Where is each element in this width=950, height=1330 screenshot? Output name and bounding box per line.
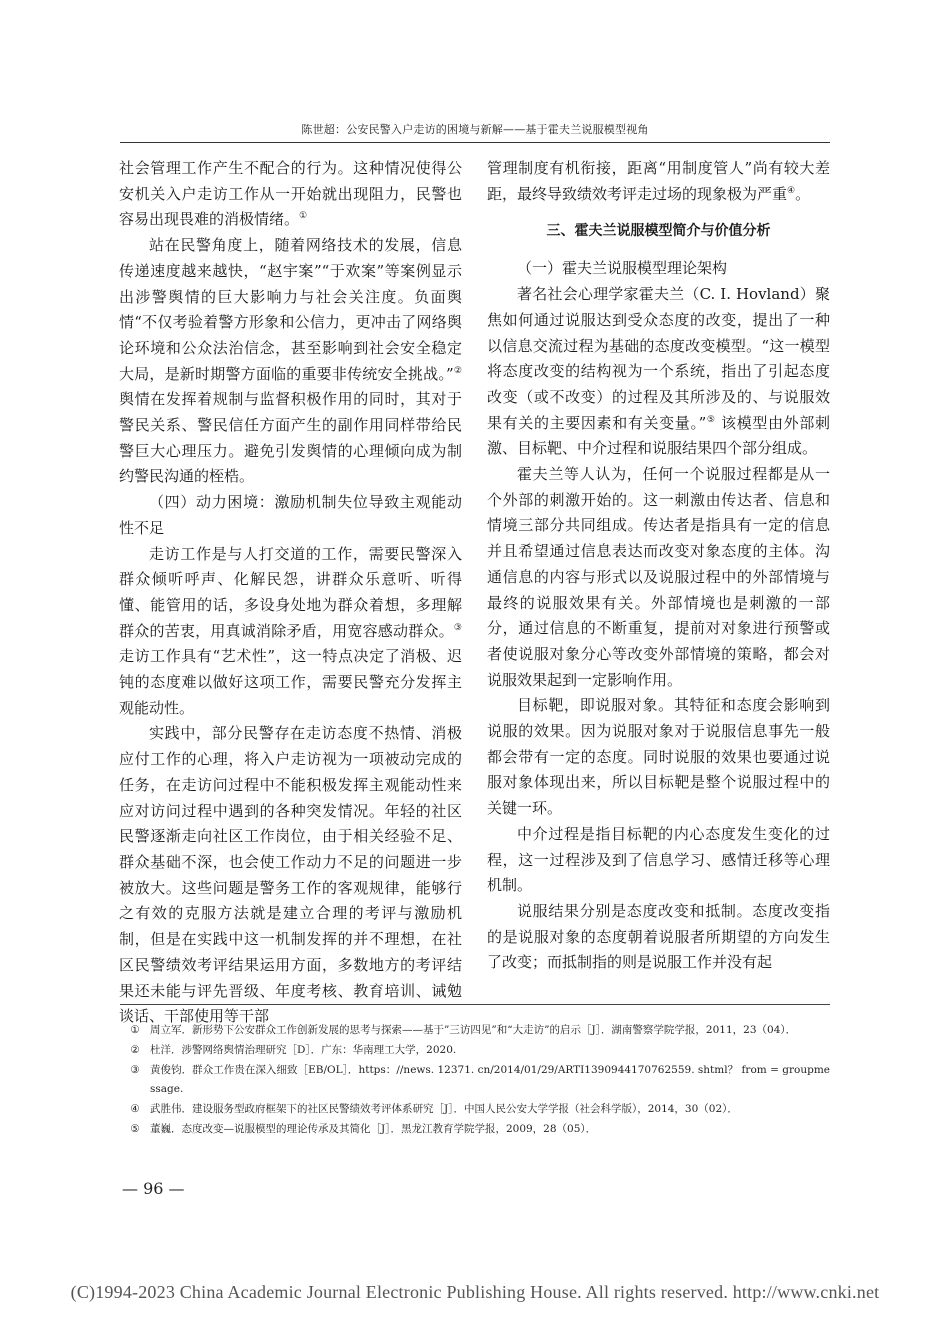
subsection-heading: （四）动力困境：激励机制失位导致主观能动性不足 — [119, 493, 462, 537]
footnote — [120, 1021, 830, 1040]
footnote — [120, 1041, 830, 1060]
footnote-text: 武胜伟．建设服务型政府框架下的社区民警绩效考评体系研究［J］．中国人民公安大学学报（社会科学版），2014，30（02）． — [150, 1103, 738, 1115]
footnote-mark: ④ — [130, 1103, 140, 1115]
footnote-ref[interactable]: ② — [453, 365, 462, 376]
footnote-mark: ③ — [130, 1064, 140, 1076]
paragraph: 实践中，部分民警存在走访态度不热情、消极应付工作的心理，将入户走访视为一项被动完成的任务，在走访问过程中不能积极发挥主观能动性来应对访问过程中遇到的各种突发情况。年轻的社区民警逐渐走向社区工作岗位，由于相关经验不足、群众基础不深，也会使工作动力不足的问题进一步被放大。这些问题是警务工作的客观规律，能够行之有效的克服方法就是建立合理的考评与激励机制，但是在实践中这一机制发挥的并不理想，在社区民警绩效考评结果运用方面，多数地方的考评结果还未能与评先晋级、年度考核、教育培训、诫勉谈话、干部使用等干部 — [119, 724, 462, 1026]
copyright-watermark: (C)1994-2023 China Academic Journal Electronic Publishing House. All rights reserved. http://www.cnki.net — [70, 1282, 880, 1302]
footnote-mark: ② — [130, 1044, 140, 1056]
right-column — [487, 156, 830, 976]
footnote-mark: ① — [130, 1024, 140, 1036]
paragraph: 走访工作是与人打交道的工作，需要民警深入群众倾听呼声、化解民怨，讲群众乐意听、听得懂、能管用的话，多设身处地为群众着想，多理解群众的苦衷，用真诚消除矛盾，用宽容感动群众。③ 走访工作具有“艺术性”，这一特点决定了消极、迟钝的态度难以做好这项工作，需要民警充分发挥主观能动性。 — [119, 544, 462, 717]
left-column — [119, 156, 462, 1030]
paragraph: 中介过程是指目标靶的内心态度发生变化的过程，这一过程涉及到了信息学习、感情迁移等心理机制。 — [487, 824, 830, 895]
paragraph: 著名社会心理学家霍夫兰（C. I. Hovland）聚焦如何通过说服达到受众态度的改变，提出了一种以信息交流过程为基础的态度改变模型。“这一模型将态度改变的结构视为一个系统，指出了引起态度改变（或不改变）的过程及其所涉及的、与说服效果有关的主要因素和有关变量。”⑤ 该模型由外部刺激、目标靶、中介过程和说服结果四个部分组成。 — [487, 285, 830, 458]
footnote — [120, 1061, 830, 1099]
paragraph: 管理制度有机衔接，距离“用制度管人”尚有较大差距，最终导致绩效考评走过场的现象极为严重④。 — [487, 159, 830, 203]
footnote — [120, 1100, 830, 1119]
running-head: 陈世超：公安民警入户走访的困境与新解——基于霍夫兰说服模型视角 — [301, 123, 649, 136]
paragraph: 社会管理工作产生不配合的行为。这种情况使得公安机关入户走访工作从一开始就出现阻力，民警也容易出现畏难的消极情绪。① — [119, 159, 462, 229]
footnote-ref[interactable]: ③ — [453, 622, 462, 633]
footnote-ref[interactable]: ④ — [787, 185, 796, 196]
subsection-heading: （一）霍夫兰说服模型理论架构 — [517, 259, 728, 278]
footnote-text: 黄俊钧．群众工作贵在深入细致［EB/OL］．https：//news. 12371. cn/2014/01/29/ARTI1390944170762559. shtml？ from = groupmessage. — [150, 1064, 830, 1095]
section-title: 三、霍夫兰说服模型简介与价值分析 — [546, 223, 771, 240]
page-number: — 96 — — [122, 1179, 185, 1198]
footnote-rule — [120, 1004, 830, 1005]
paragraph: 站在民警角度上，随着网络技术的发展，信息传递速度越来越快，“赵宇案”“于欢案”等案例显示出涉警舆情的巨大影响力与社会关注度。负面舆情“不仅考验着警方形象和公信力，更冲击了网络舆论环境和公众法治信念，甚至影响到社会安全稳定大局，是新时期警方面临的重要非传统安全挑战。”② 舆情在发挥着规制与监督积极作用的同时，其对于警民关系、警民信任方面产生的副作用同样带给民警巨大心理压力。避免引发舆情的心理倾向成为制约警民沟通的桎梏。 — [119, 236, 462, 486]
footnote-text: 董巍．态度改变—说服模型的理论传承及其简化［J］．黑龙江教育学院学报，2009，28（05）． — [150, 1123, 597, 1135]
header-rule — [120, 142, 830, 143]
footnote-mark: ⑤ — [130, 1123, 140, 1135]
paragraph: 目标靶，即说服对象。其特征和态度会影响到说服的效果。因为说服对象对于说服信息事先一般都会带有一定的态度。同时说服的效果也要通过说服对象体现出来，所以目标靶是整个说服过程中的关键一环。 — [487, 696, 830, 818]
footnote-ref[interactable]: ⑤ — [706, 414, 716, 425]
paragraph: 说服结果分别是态度改变和抵制。态度改变指的是说服对象的态度朝着说服者所期望的方向发生了改变；而抵制指的则是说服工作并没有起 — [487, 901, 830, 972]
footnote-ref[interactable]: ① — [299, 211, 308, 222]
footnotes — [120, 1021, 830, 1140]
footnote-text: 杜洋．涉警网络舆情治理研究［D］．广东：华南理工大学，2020. — [150, 1044, 457, 1056]
footnote — [120, 1120, 830, 1139]
paragraph: 霍夫兰等人认为，任何一个说服过程都是从一个外部的刺激开始的。这一刺激由传达者、信息和情境三部分共同组成。传达者是指具有一定的信息并且希望通过信息表达而改变对象态度的主体。沟通信息的内容与形式以及说服过程中的外部情境与最终的说服效果有关。外部情境也是刺激的一部分，通过信息的不断重复，提前对对象进行预警或者使说服对象分心等改变外部情境的策略，都会对说服效果起到一定影响作用。 — [487, 465, 830, 689]
footnote-text: 周立军．新形势下公安群众工作创新发展的思考与探索——基于”三访四见”和“大走访”的启示［J］．湖南警察学院学报，2011，23（04）． — [150, 1024, 797, 1036]
